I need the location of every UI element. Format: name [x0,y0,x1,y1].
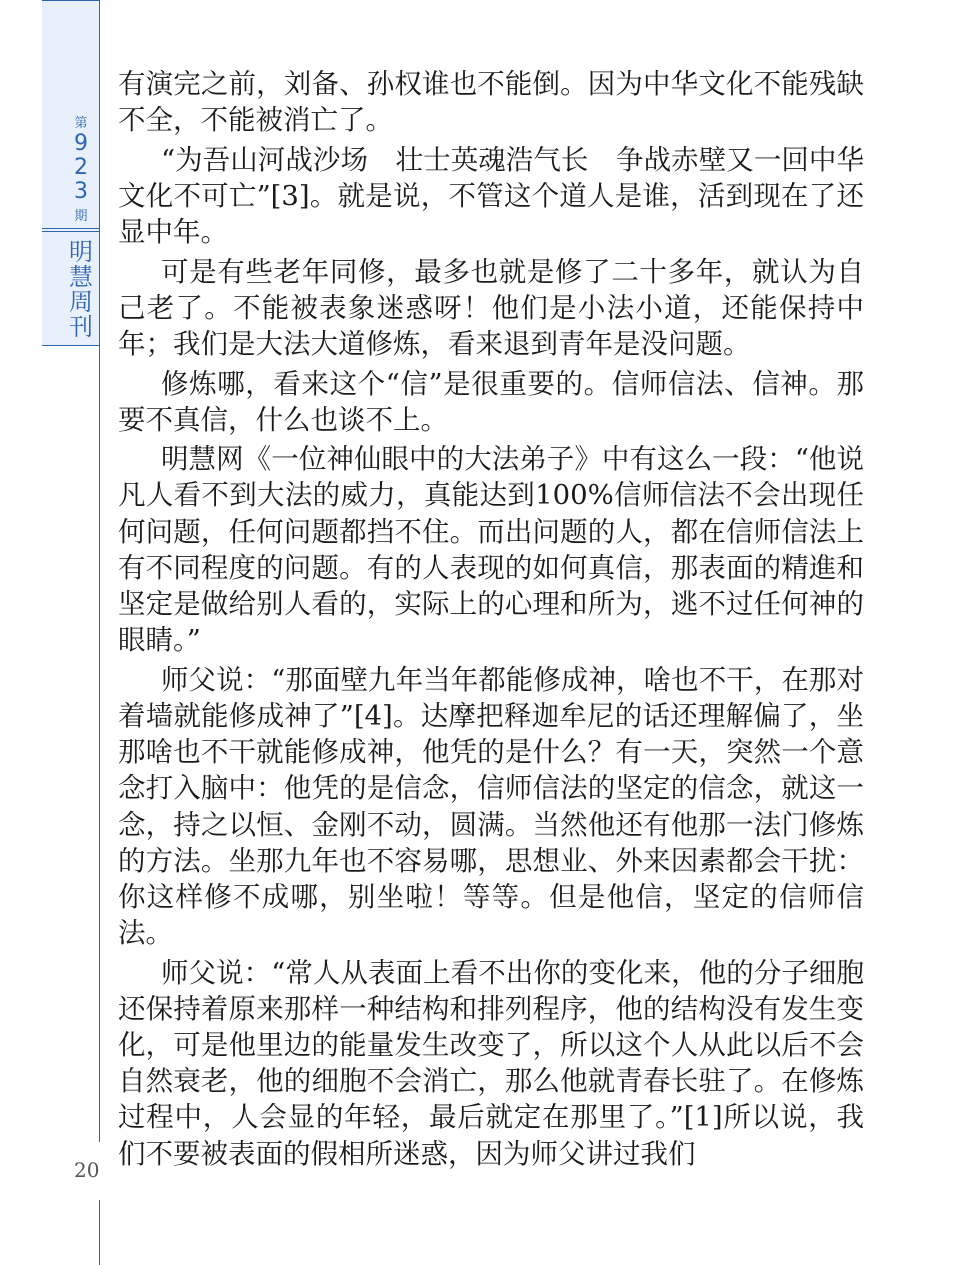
magazine-char-1: 明 [69,238,93,266]
sidebar [0,0,100,1265]
paragraph-1: 有演完之前，刘备、孙权谁也不能倒。因为中华文化不能残缺不全，不能被消亡了。 [118,68,864,137]
magazine-name [66,240,96,340]
issue-box-bottom-line [42,345,100,346]
issue-box-divider [42,228,100,229]
magazine-char-3: 周 [69,288,93,316]
paragraph-4: 修炼哪，看来这个“信”是很重要的。信师信法、信神。那要不真信，什么也谈不上。 [118,367,864,436]
article-body [118,66,864,1175]
paragraph-6: 师父说：“那面壁九年当年都能修成神，啥也不干，在那对着墙就能修成神了”[4]。达摩把释迦牟尼的话还理解偏了，坐那啥也不干就能修成神，他凭的是什么？有一天，突然一个意念打入脑中：他凭的是信念，信师信法的坚定的信念，就这一念，持之以恒、金刚不动，圆满。当然他还有他那一法门修炼的方法。坐那九年也不容易哪，思想业、外来因素都会干扰：你这样修不成哪，别坐啦！等等。但是他信，坚定的信师信法。 [118,663,864,950]
paragraph-3: 可是有些老年同修，最多也就是修了二十多年，就认为自己老了。不能被表象迷惑呀！他们是小法小道，还能保持中年；我们是大法大道修炼，看来退到青年是没问题。 [118,255,864,361]
page-number: 20 [74,1158,100,1182]
issue-digit-1: 9 [74,131,88,156]
issue-prefix: 第 [74,116,88,131]
magazine-char-2: 慧 [69,263,93,291]
issue-suffix: 期 [74,209,88,224]
issue-box-top-line [42,0,100,1]
issue-digit-3: 3 [74,179,88,204]
paragraph-5: 明慧网《一位神仙眼中的大法弟子》中有这么一段：“他说凡人看不到大法的威力，真能达到100%信师信法不会出现任何问题，任何问题都挡不住。而出问题的人，都在信师信法上有不同程度的问题。有的人表现的如何真信，那表面的精進和坚定是做给别人看的，实际上的心理和所为，逃不过任何神的眼睛。” [118,443,864,657]
issue-digit-2: 2 [74,155,88,180]
paragraph-2: “为吾山河战沙场 壮士英魂浩气长 争战赤壁又一回中华文化不可亡”[3]。就是说，不管这个道人是谁，活到现在了还显中年。 [118,143,864,249]
sidebar-rule [99,0,100,1265]
paragraph-7: 师父说：“常人从表面上看不出你的变化来，他的分子细胞还保持着原来那样一种结构和排列程序，他的结构没有发生变化，可是他里边的能量发生改变了，所以这个人从此以后不会自然衰老，他的细胞不会消亡，那么他就青春长驻了。在修炼过程中，人会显的年轻，最后就定在那里了。”[1]所以说，我们不要被表面的假相所迷惑，因为师父讲过我们 [118,956,864,1170]
issue-box-divider-2 [42,231,100,232]
magazine-char-4: 刊 [69,313,93,341]
